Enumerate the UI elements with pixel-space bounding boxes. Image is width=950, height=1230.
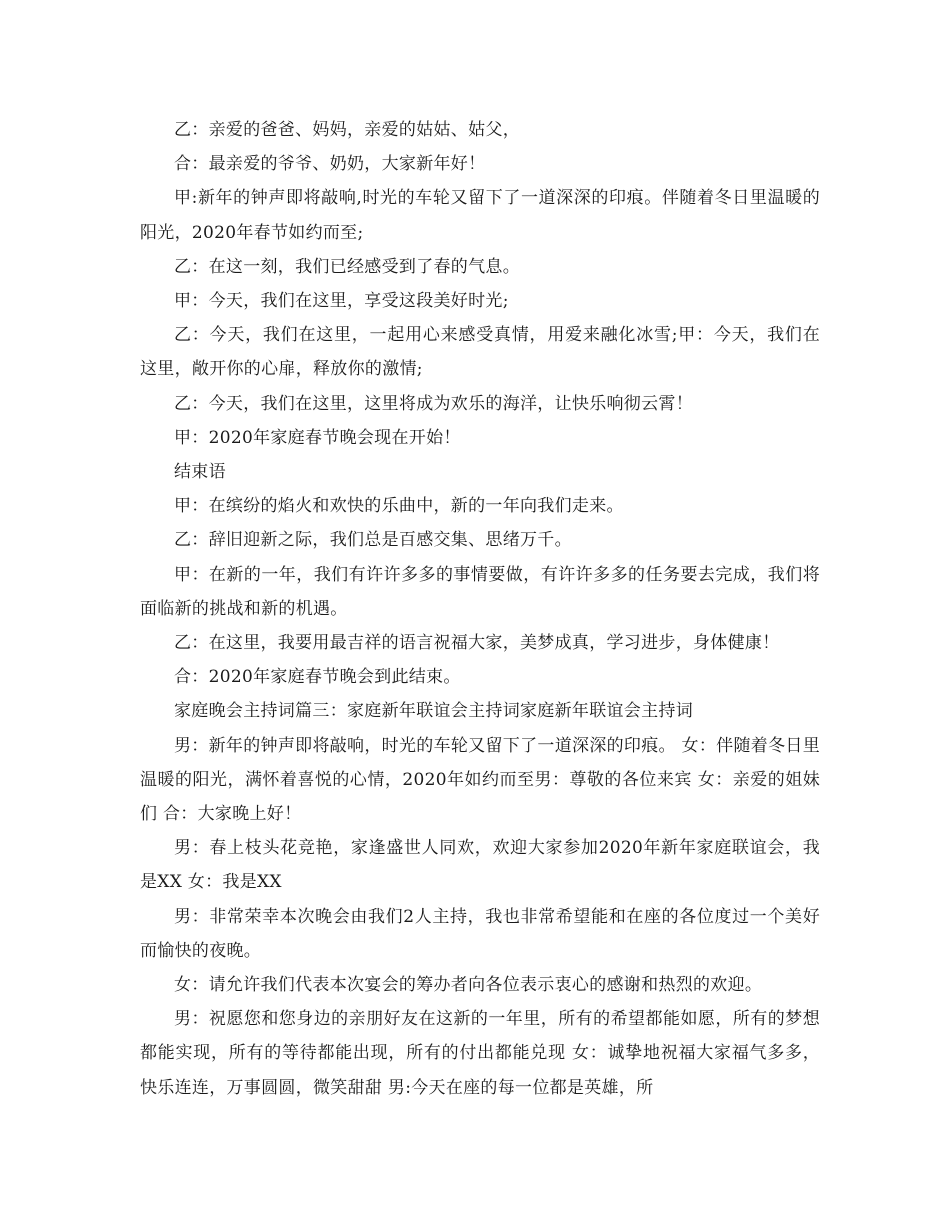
paragraph: 合：最亲爱的爷爷、奶奶，大家新年好！ xyxy=(174,154,486,175)
paragraph: 女：请允许我们代表本次宴会的筹办者向各位表示衷心的感谢和热烈的欢迎。 xyxy=(174,975,763,996)
paragraph: 男：新年的钟声即将敲响，时光的车轮又留下了一道深深的印痕。 女：伴随着冬日里温暖的阳光，满怀着喜悦的心情，2020年如约而至男：尊敬的各位来宾 女：亲爱的姐妹们 合：大家晚上好！ xyxy=(140,735,820,825)
paragraph: 甲：2020年家庭春节晚会现在开始！ xyxy=(174,427,461,448)
document-body xyxy=(140,113,820,1105)
paragraph: 乙：辞旧迎新之际，我们总是百感交集、思绪万千。 xyxy=(174,530,572,551)
paragraph: 甲：在缤纷的焰火和欢快的乐曲中，新的一年向我们走来。 xyxy=(174,496,624,517)
paragraph: 乙：今天，我们在这里，这里将成为欢乐的海洋，让快乐响彻云霄！ xyxy=(174,393,693,414)
paragraph: 乙：今天，我们在这里，一起用心来感受真情，用爱来融化冰雪;甲：今天，我们在这里，敞开你的心扉，释放你的激情; xyxy=(140,325,820,380)
paragraph: 合：2020年家庭春节晚会到此结束。 xyxy=(174,667,461,688)
section-heading: 家庭晚会主持词篇三：家庭新年联谊会主持词家庭新年联谊会主持词 xyxy=(174,701,693,722)
paragraph: 男：非常荣幸本次晚会由我们2人主持，我也非常希望能和在座的各位度过一个美好而愉快的夜晚。 xyxy=(140,906,820,961)
paragraph: 乙：亲爱的爸爸、妈妈，亲爱的姑姑、姑父， xyxy=(174,120,520,140)
paragraph: 甲：今天，我们在这里，享受这段美好时光; xyxy=(174,291,509,312)
paragraph: 男：祝愿您和您身边的亲朋好友在这新的一年里，所有的希望都能如愿，所有的梦想都能实现，所有的等待都能出现，所有的付出都能兑现 女：诚挚地祝福大家福气多多，快乐连连，万事圆圆，微笑甜甜 男:今天在座的每一位都是英雄，所 xyxy=(140,1009,820,1098)
paragraph: 甲：在新的一年，我们有许许多多的事情要做，有许许多多的任务要去完成，我们将面临新的挑战和新的机遇。 xyxy=(140,564,820,619)
paragraph: 甲:新年的钟声即将敲响,时光的车轮又留下了一道深深的印痕。伴随着冬日里温暖的阳光，2020年春节如约而至; xyxy=(140,188,820,243)
section-heading: 结束语 xyxy=(174,462,226,483)
paragraph: 乙：在这里，我要用最吉祥的语言祝福大家，美梦成真，学习进步，身体健康！ xyxy=(174,633,780,654)
paragraph: 乙：在这一刻，我们已经感受到了春的气息。 xyxy=(174,256,520,277)
paragraph: 男：春上枝头花竞艳，家逢盛世人同欢，欢迎大家参加2020年新年家庭联谊会，我是XX 女：我是XX xyxy=(140,838,820,893)
